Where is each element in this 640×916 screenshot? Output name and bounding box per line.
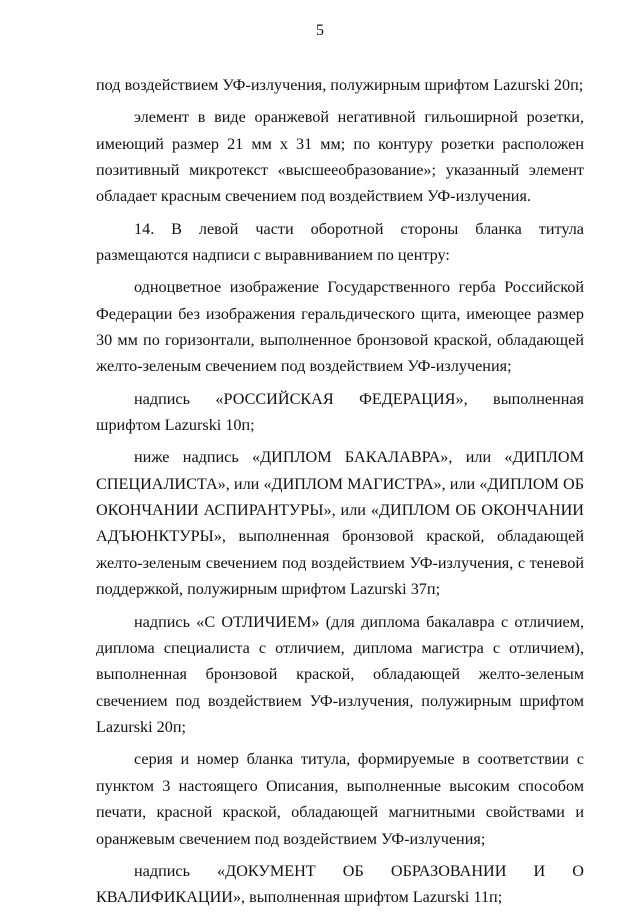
paragraph-diploma-title: ниже надпись «ДИПЛОМ БАКАЛАВРА», или «ДИПЛОМ СПЕЦИАЛИСТА», или «ДИПЛОМ МАГИСТРА», или «ДИПЛОМ ОБ ОКОНЧАНИИ АСПИРАНТУРЫ», или «ДИПЛОМ ОБ ОКОНЧАНИИ АДЪЮНКТУРЫ», выполненная бронзовой краской, обладающей желто-зеленым свечением под воздействием УФ-излучения, с теневой поддержкой, полужирным шрифтом Lazurski 37п; [96, 448, 584, 599]
paragraph-with-honors: надпись «С ОТЛИЧИЕМ» (для диплома бакалавра с отличием, диплома специалиста с отличием, диплома магистра с отличием), выполненная бронзовой краской, обладающей желто-зеленым свечением под воздействием УФ-излучения, полужирным шрифтом Lazurski 20п; [96, 612, 584, 737]
paragraph-section-14: 14. В левой части оборотной стороны бланка титула размещаются надписи с выравниванием по центру: [96, 219, 584, 265]
paragraph-rosette-element: элемент в виде оранжевой негативной гильоширной розетки, имеющий размер 21 мм х 31 мм; по контуру розетки расположен позитивный микротекст «высшееобразование»; указанный элемент обладает красным свечением под воздействием УФ-излучения. [96, 108, 584, 206]
paragraph-document-education: надпись «ДОКУМЕНТ ОБ ОБРАЗОВАНИИ И О КВАЛИФИКАЦИИ», выполненная шрифтом Lazurski 11п; [96, 861, 584, 907]
paragraph-russian-federation: надпись «РОССИЙСКАЯ ФЕДЕРАЦИЯ», выполненная шрифтом Lazurski 10п; [96, 389, 584, 435]
paragraph-continuation: под воздействием УФ-излучения, полужирным шрифтом Lazurski 20п; [96, 76, 584, 94]
paragraph-series-number: серия и номер бланка титула, формируемые в соответствии с пунктом 3 настоящего Описания, выполненные высоким способом печати, красной краской, обладающей магнитными свойствами и оранжевым свечением под воздействием УФ-излучения; [96, 750, 584, 848]
document-body [96, 72, 584, 916]
page-number: 5 [316, 22, 324, 39]
paragraph-coat-of-arms: одноцветное изображение Государственного герба Российской Федерации без изображения геральдического щита, имеющее размер 30 мм по горизонтали, выполненное бронзовой краской, обладающей желто-зеленым свечением под воздействием УФ-излучения; [96, 278, 584, 376]
